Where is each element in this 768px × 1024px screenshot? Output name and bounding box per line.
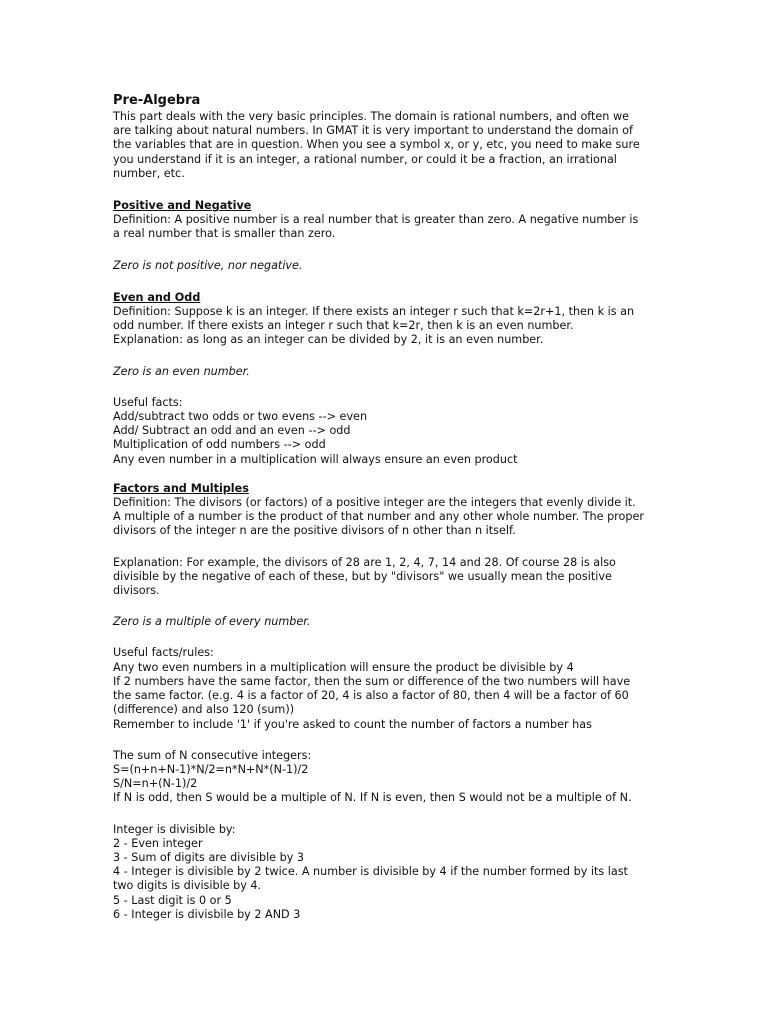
- fact-line: Multiplication of odd numbers --> odd: [113, 438, 326, 452]
- rule-line: Integer is divisible by:: [113, 822, 236, 836]
- fact-line: Add/subtract two odds or two evens --> even: [113, 410, 368, 424]
- definition-line: a real number that is smaller than zero.: [113, 227, 336, 241]
- factors-multiples-note: Zero is a multiple of every number.: [113, 615, 311, 629]
- fact-line: Any even number in a multiplication will always ensure an even product: [113, 452, 518, 466]
- definition-line: Definition: Suppose k is an integer. If there exists an integer r such that k=2r+1, then k is an: [113, 305, 635, 319]
- fact-line: Useful facts/rules:: [113, 646, 214, 660]
- definition-line: Definition: The divisors (or factors) of a positive integer are the integers that evenly divide it.: [113, 496, 636, 510]
- fact-line: Add/ Subtract an odd and an even --> odd: [113, 424, 351, 438]
- sum-line: The sum of N consecutive integers:: [113, 748, 312, 762]
- positive-negative-note: Zero is not positive, nor negative.: [113, 258, 303, 272]
- fact-line: Any two even numbers in a multiplication will ensure the product be divisible by 4: [113, 660, 574, 674]
- even-odd-definition: [113, 305, 673, 348]
- rule-line: two digits is divisible by 4.: [113, 879, 262, 893]
- fact-line: Remember to include '1' if you're asked to count the number of factors a number has: [113, 717, 592, 731]
- rule-line: 2 - Even integer: [113, 836, 203, 850]
- explanation-line: Explanation: For example, the divisors of 28 are 1, 2, 4, 7, 14 and 28. Of course 28 is also: [113, 555, 616, 569]
- fact-line: If 2 numbers have the same factor, then the sum or difference of the two numbers will have: [113, 674, 631, 688]
- intro-line: This part deals with the very basic principles. The domain is rational numbers, and often we: [113, 110, 629, 123]
- consecutive-sum-block: [113, 749, 673, 806]
- definition-line: Explanation: as long as an integer can be divided by 2, it is an even number.: [113, 333, 544, 347]
- factors-multiples-definition: [113, 496, 673, 539]
- rule-line: 6 - Integer is divisbile by 2 AND 3: [113, 907, 301, 921]
- rule-line: 4 - Integer is divisible by 2 twice. A number is divisible by 4 if the number formed by its last: [113, 865, 628, 879]
- positive-negative-heading: Positive and Negative: [113, 199, 252, 213]
- divisibility-rules: [113, 823, 673, 922]
- intro-paragraph: [113, 110, 673, 181]
- sum-line: If N is odd, then S would be a multiple of N. If N is even, then S would not be a multiple of N.: [113, 791, 632, 805]
- rule-line: 5 - Last digit is 0 or 5: [113, 893, 232, 907]
- intro-line: you understand if it is an integer, a rational number, or could it be a fraction, an irrational: [113, 152, 617, 166]
- definition-line: odd number. If there exists an integer r such that k=2r, then k is an even number.: [113, 319, 574, 333]
- definition-line: Definition: A positive number is a real number that is greater than zero. A negative number is: [113, 213, 639, 227]
- fact-line: the same factor. (e.g. 4 is a factor of 20, 4 is also a factor of 80, then 4 will be a factor of 60: [113, 689, 629, 703]
- definition-line: divisors of the integer n are the positive divisors of n other than n itself.: [113, 524, 516, 538]
- positive-negative-definition: [113, 213, 673, 241]
- rule-line: 3 - Sum of digits are divisible by 3: [113, 850, 305, 864]
- sum-formula: S/N=n+(N-1)/2: [113, 777, 198, 791]
- document-page: [113, 93, 673, 922]
- explanation-line: divisors.: [113, 584, 160, 598]
- fact-line: (difference) and also 120 (sum)): [113, 703, 295, 717]
- factors-multiples-explanation: [113, 556, 673, 599]
- explanation-line: divisible by the negative of each of these, but by "divisors" we usually mean the positive: [113, 569, 612, 583]
- intro-line: the variables that are in question. When you see a symbol x, or y, etc, you need to make sure: [113, 138, 640, 152]
- factors-multiples-heading: Factors and Multiples: [113, 481, 249, 495]
- even-odd-heading: Even and Odd: [113, 290, 201, 304]
- sum-formula: S=(n+n+N-1)*N/2=n*N+N*(N-1)/2: [113, 762, 309, 776]
- definition-line: A multiple of a number is the product of that number and any other whole number. The proper: [113, 510, 644, 524]
- even-odd-note: Zero is an even number.: [113, 364, 250, 378]
- document-title: Pre-Algebra: [113, 93, 201, 108]
- fact-line: Useful facts:: [113, 395, 183, 409]
- intro-line: number, etc.: [113, 166, 185, 180]
- even-odd-facts: [113, 396, 673, 467]
- factors-multiples-facts: [113, 646, 673, 731]
- intro-line: are talking about natural numbers. In GMAT it is very important to understand the domain of: [113, 124, 633, 138]
